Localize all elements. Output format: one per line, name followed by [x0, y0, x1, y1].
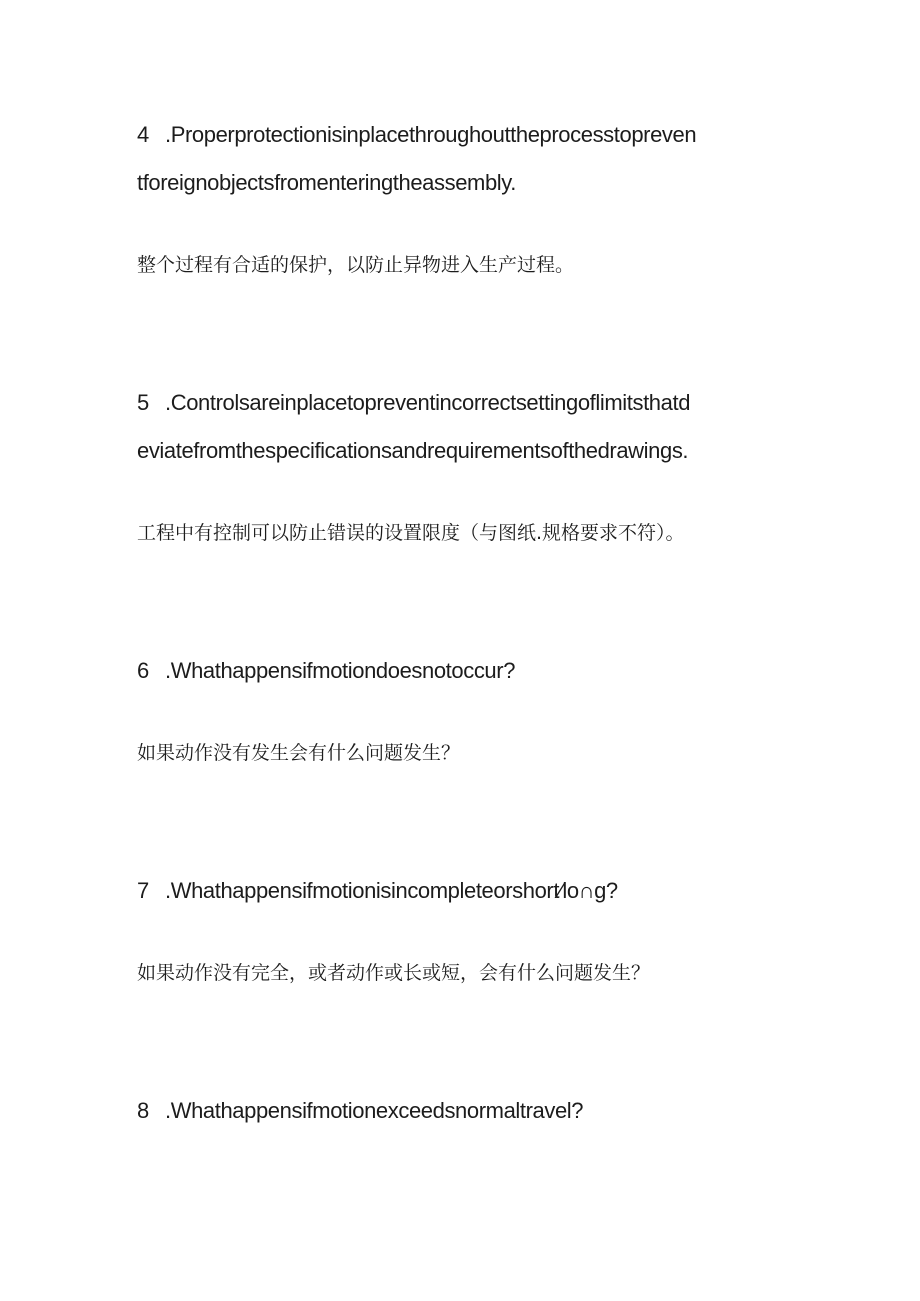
item-5-chinese-text: 工程中有控制可以防止错误的设置限度（与图纸.规格要求不符）。: [137, 522, 685, 544]
item-4-english-line-1: 4 .Properprotectionisinplacethroughouttheprocesstopreven: [137, 122, 697, 147]
item-6-chinese-text: 如果动作没有发生会有什么问题发生？: [137, 742, 461, 764]
item-5-english-line-1: 5 .Controlsareinplacetopreventincorrectsettingoflimitsthatd: [137, 390, 691, 415]
item-number: 8: [137, 1098, 149, 1123]
item-number: 7: [137, 878, 149, 903]
item-number: 5: [137, 390, 149, 415]
item-6-english-line-1: 6 .Whathappensifmotiondoesnotoccur?: [137, 658, 516, 683]
item-4-chinese-text: 整个过程有合适的保护，以防止异物进入生产过程。: [137, 254, 575, 276]
item-4-english-line-2: tforeignobjectsfromenteringtheassembly.: [137, 170, 516, 195]
item-8-english-line-1: 8 .Whathappensifmotionexceedsnormaltravel?: [137, 1098, 584, 1123]
item-7-english-line-1: 7 .Whathappensifmotionisincompleteorshort∕lo∩g?: [137, 878, 618, 903]
item-7-chinese-text: 如果动作没有完全，或者动作或长或短，会有什么问题发生？: [137, 962, 651, 984]
item-5-english-line-2: eviatefromthespecificationsandrequirementsofthedrawings.: [137, 438, 689, 463]
item-number: 4: [137, 122, 149, 147]
item-number: 6: [137, 658, 149, 683]
